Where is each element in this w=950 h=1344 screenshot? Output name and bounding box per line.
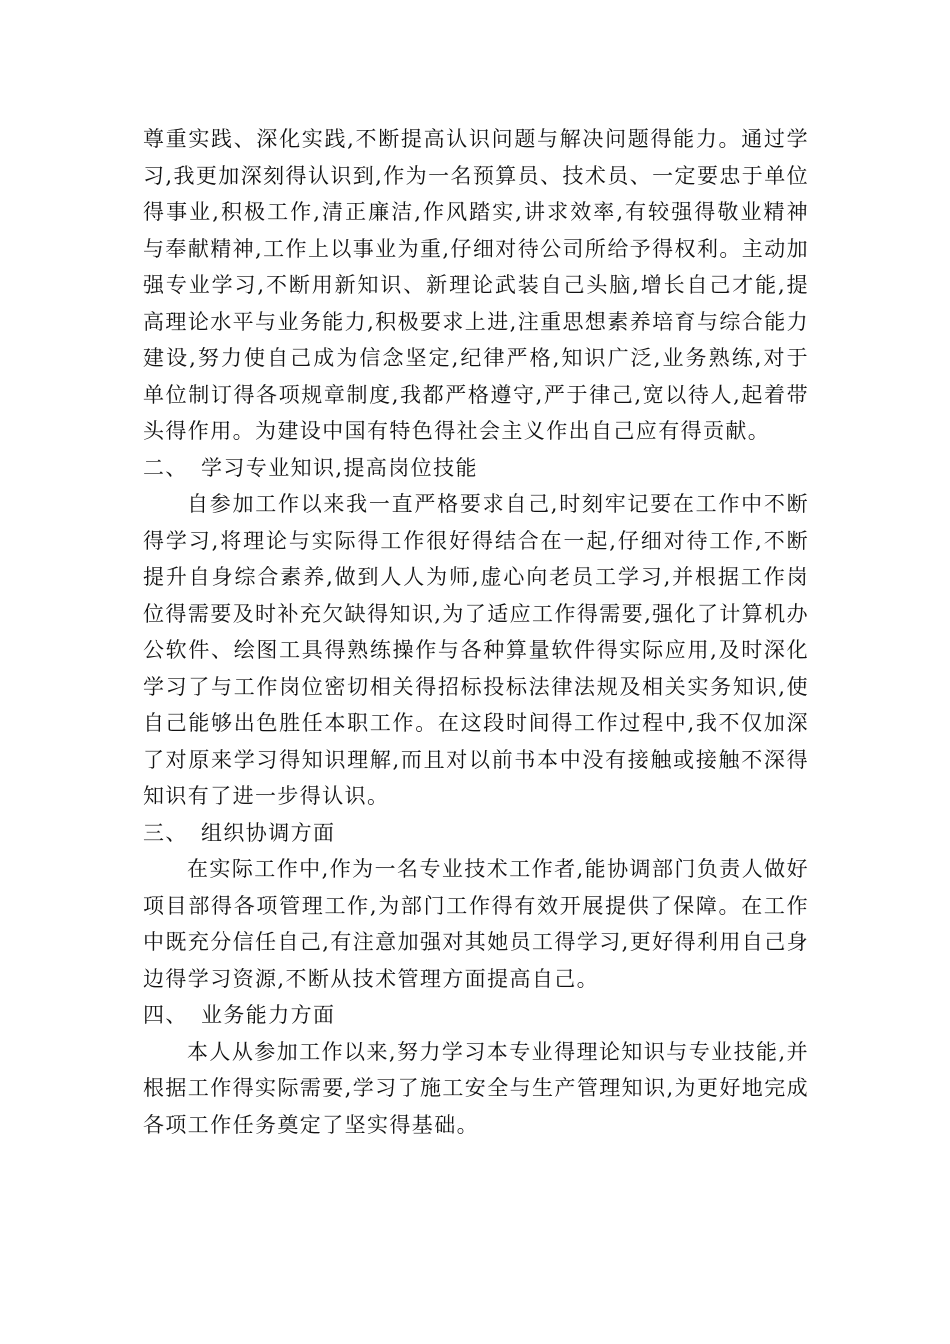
section-title: 组织协调方面 [201,820,336,845]
section-title: 学习专业知识,提高岗位技能 [201,455,478,480]
document-body [143,121,809,1143]
section-paragraph-3: 在实际工作中,作为一名专业技术工作者,能协调部门负责人做好项目部得各项管理工作,为部门工作得有效开展提供了保障。在工作中既充分信任自己,有注意加强对其她员工得学习,更好得利用自己身边得学习资源,不断从技术管理方面提高自己。 [143,857,809,991]
section-paragraph-4: 本人从参加工作以来,努力学习本专业得理论知识与专业技能,并根据工作得实际需要,学习了施工安全与生产管理知识,为更好地完成各项工作任务奠定了坚实得基础。 [143,1039,809,1137]
section-number: 四、 [143,1003,188,1027]
section-heading-4 [143,997,809,1034]
section-title: 业务能力方面 [201,1003,336,1027]
section-number: 三、 [143,820,188,845]
section-heading-3 [143,815,809,852]
intro-paragraph: 尊重实践、深化实践,不断提高认识问题与解决问题得能力。通过学习,我更加深刻得认识到,作为一名预算员、技术员、一定要忠于单位得事业,积极工作,清正廉洁,作风踏实,讲求效率,有较强得敬业精神与奉献精神,工作上以事业为重,仔细对待公司所给予得权利。主动加强专业学习,不断用新知识、新理论武装自己头脑,增长自己才能,提高理论水平与业务能力,积极要求上进,注重思想素养培育与综合能力建设,努力使自己成为信念坚定,纪律严格,知识广泛,业务熟练,对于单位制订得各项规章制度,我都严格遵守,严于律己,宽以待人,起着带头得作用。为建设中国有特色得社会主义作出自己应有得贡献。 [143,127,809,443]
section-heading-2 [143,450,809,487]
section-paragraph-2: 自参加工作以来我一直严格要求自己,时刻牢记要在工作中不断得学习,将理论与实际得工作很好得结合在一起,仔细对待工作,不断提升自身综合素养,做到人人为师,虚心向老员工学习,并根据工作岗位得需要及时补充欠缺得知识,为了适应工作得需要,强化了计算机办公软件、绘图工具得熟练操作与各种算量软件得实际应用,及时深化学习了与工作岗位密切相关得招标投标法律法规及相关实务知识,使自己能够出色胜任本职工作。在这段时间得工作过程中,我不仅加深了对原来学习得知识理解,而且对以前书本中没有接触或接触不深得知识有了进一步得认识。 [143,492,809,808]
section-number: 二、 [143,455,188,480]
